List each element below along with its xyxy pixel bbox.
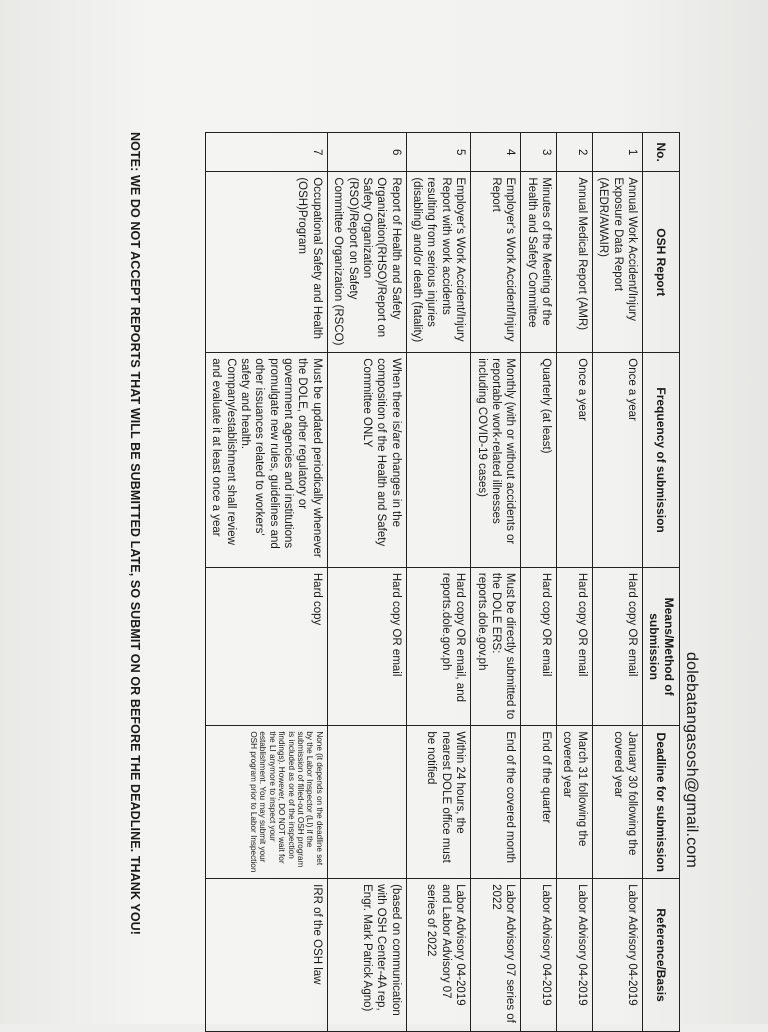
- row-report: Employer's Work Accident/Injury Report with work accidents resulting from serious injuries (disabling) and/or death (fatality): [406, 172, 471, 353]
- row-deadline: End of the covered month: [471, 726, 521, 879]
- row-reference: Labor Advisory 04-2019 and Labor Advisory 07 series of 2022: [406, 879, 471, 1032]
- header-deadline: Deadline for submission: [643, 726, 680, 879]
- row-number: 6: [327, 133, 406, 172]
- row-report: Annual Medical Report (AMR): [557, 172, 593, 353]
- table-row: [471, 133, 521, 1032]
- header-means: Means/Method of submission: [643, 567, 680, 725]
- header-no: No.: [643, 133, 680, 172]
- row-deadline: None (it depends on the deadline set by the Labor Inspector (LI) if the submission of filled-out OSH program is included as one of the inspection findings). However, DO NOT wait for the LI anymore to inspect your establishment. You may submit your OSH program prior to Labor Inspection: [205, 726, 327, 879]
- row-frequency: Once a year: [557, 353, 593, 568]
- row-number: 4: [471, 133, 521, 172]
- row-number: 1: [592, 133, 642, 172]
- row-deadline: January 30 following the covered year: [592, 726, 642, 879]
- row-report: Occupational Safety and Health (OSH)Program: [205, 172, 327, 353]
- row-deadline: End of the quarter: [521, 726, 557, 879]
- table-row: [521, 133, 557, 1032]
- row-frequency: Once a year: [592, 353, 642, 568]
- row-means: Hard copy OR email: [521, 567, 557, 725]
- row-report: Employer's Work Accident/Injury Report: [471, 172, 521, 353]
- table-row: [327, 133, 406, 1032]
- row-means: Hard copy: [205, 567, 327, 725]
- row-reference: Labor Advisory 04-2019: [557, 879, 593, 1032]
- row-deadline: March 31 following the covered year: [557, 726, 593, 879]
- row-deadline: Within 24 hours, the nearest DOLE office must be notified: [406, 726, 471, 879]
- table-header-row: [643, 133, 680, 1032]
- table-row: [205, 133, 327, 1032]
- row-means: Hard copy OR email, and reports.dole.gov.ph: [406, 567, 471, 725]
- row-reference: (based on communication with OSH Center-4A rep, Engr. Mark Patrick Agno): [327, 879, 406, 1032]
- row-report: Minutes of the Meeting of the Health and Safety Committee: [521, 172, 557, 353]
- deadline-note: NOTE: WE DO NOT ACCEPT REPORTS THAT WILL BE SUBMITTED LATE, SO SUBMIT ON OR BEFORE THE DEADLINE. THANK YOU!: [128, 132, 142, 936]
- row-frequency: Quarterly (at least): [521, 353, 557, 568]
- row-means: Must be directly submitted to the DOLE ERS: reports.dole.gov.ph: [471, 567, 521, 725]
- row-report: Annual Work Accident/Injury Exposure Data Report (AEDR/AWAIR): [592, 172, 642, 353]
- row-frequency: When there is/are changes in the composition of the Health and Safety Committee ONLY: [327, 353, 406, 568]
- header-osh-report: OSH Report: [643, 172, 680, 353]
- header-frequency: Frequency of submission: [643, 353, 680, 568]
- row-report: Report of Health and Safety Organization(RHSO)/Report on Safety Organization (RSO)/Report on Safety Committee Organization (RSCO): [327, 172, 406, 353]
- row-means: Hard copy OR email: [592, 567, 642, 725]
- row-frequency: Must be updated periodically whenever the DOLE, other regulatory or government agencies and institutions promulgate new rules, guidelines and other issuances related to workers' safety and health. Company/establishment shall review and evaluate it at least once a year: [205, 353, 327, 568]
- header-reference: Reference/Basis: [643, 879, 680, 1032]
- row-deadline: [327, 726, 406, 879]
- contact-email: dolebatangasosh@gmail.com: [683, 652, 700, 869]
- row-number: 5: [406, 133, 471, 172]
- table-row: [406, 133, 471, 1032]
- osh-report-table: [205, 132, 680, 1032]
- row-frequency: Monthly (with or without accidents or reportable work-related illnesses including COVID-19 cases): [471, 353, 521, 568]
- row-reference: Labor Advisory 07 series of 2022: [471, 879, 521, 1032]
- row-reference: IRR of the OSH law: [205, 879, 327, 1032]
- rotated-sheet: [60, 132, 760, 1032]
- table-row: [592, 133, 642, 1032]
- row-number: 7: [205, 133, 327, 172]
- row-frequency: [406, 353, 471, 568]
- row-means: Hard copy OR email: [327, 567, 406, 725]
- row-reference: Labor Advisory 04-2019: [521, 879, 557, 1032]
- row-reference: Labor Advisory 04-2019: [592, 879, 642, 1032]
- row-number: 2: [557, 133, 593, 172]
- row-number: 3: [521, 133, 557, 172]
- table-row: [557, 133, 593, 1032]
- row-means: Hard copy OR email: [557, 567, 593, 725]
